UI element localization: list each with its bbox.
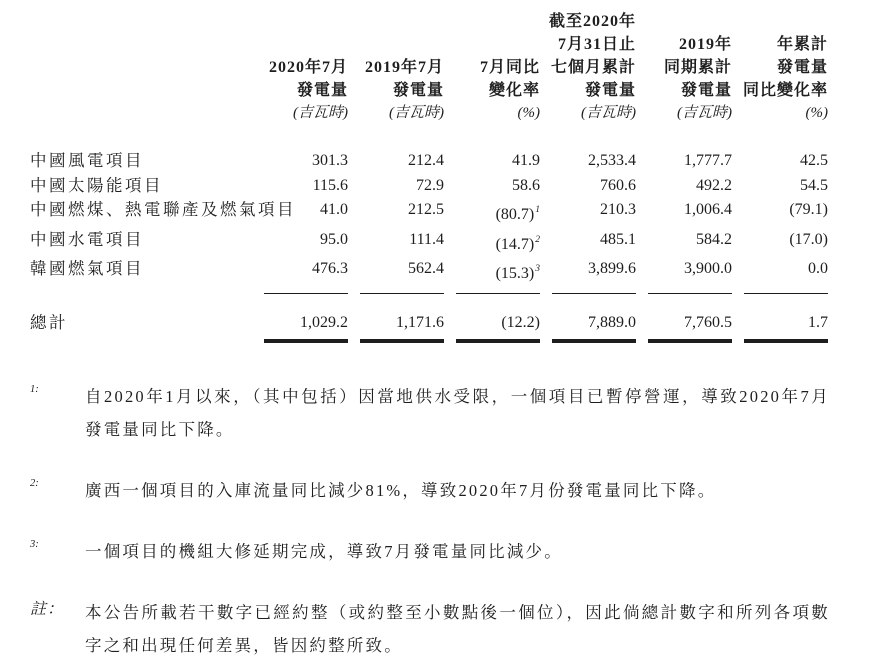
footnote-ref-1: 1 [535,205,540,215]
rule-cell [636,335,732,343]
cell-value: (14.7) [495,235,535,253]
value-cell: (17.0) [789,230,828,248]
footnote-3 [30,535,830,568]
subtotal-rule [552,287,636,294]
value-cell: 58.6 [512,176,540,194]
total-value: 1,029.2 [300,313,348,331]
value-cell: 485.1 [600,230,636,248]
footnote-text: 廣西一個項目的入庫流量同比減少81%，導致2020年7月份發電量同比下降。 [85,481,717,500]
header-unit: (吉瓦時) [389,105,444,121]
total-label: 總計 [30,312,68,332]
col-header-jul-2019 [348,10,444,125]
rule-cell [540,335,636,343]
total-double-rule [456,339,540,343]
footnotes-section [30,380,830,657]
value-cell: 2,533.4 [588,152,636,169]
rule-cell [444,287,540,297]
total-double-rule [264,339,348,343]
value-cell: 492.2 [696,176,732,194]
footnote-2 [30,474,830,507]
value-cell: 41.0 [320,201,348,218]
header-line: 截至2020年 [548,13,636,30]
footnote-text: 自2020年1月以來，（其中包括）因當地供水受限，一個項目已暫停營運，導致2020年7月發電量同比下降。 [85,387,830,439]
header-line: 2019年7月 [364,59,444,76]
header-line: 年累計 [776,36,828,53]
subtotal-rule [360,287,444,294]
total-row [30,311,828,336]
col-header-jul-2020 [252,10,348,125]
header-line: 7月同比 [479,59,540,76]
cell-value: (15.3) [495,265,535,282]
value-cell: 301.3 [312,152,348,169]
header-line: 7月31日止 [557,36,636,53]
value-cell: 3,900.0 [684,260,732,277]
footnote-marker: 1: [30,384,39,395]
header-line: 2019年 [678,36,732,53]
value-cell [444,257,540,287]
value-cell: 95.0 [320,230,348,248]
rule-cell [252,287,348,297]
rule-cell [540,287,636,297]
header-line: 變化率 [488,82,540,99]
data-row-wind [30,149,828,174]
value-cell: 54.5 [800,176,828,194]
rule-cell [348,335,444,343]
table-body [30,149,828,343]
value-cell: 476.3 [312,260,348,277]
cell-value: (80.7) [495,206,535,223]
header-line: 發電量 [584,82,636,99]
header-line: 發電量 [776,59,828,76]
total-double-rule [744,339,828,343]
footnote-marker: 2: [30,478,39,489]
col-header-jul-yoy [444,10,540,125]
total-value: 1.7 [808,313,828,331]
row-label: 中國風電項目 [30,151,144,170]
footnote-ref-3: 3 [535,264,540,274]
row-label: 中國太陽能項目 [30,175,163,195]
rule-cell [444,335,540,343]
header-line: 2020年7月 [268,59,348,76]
value-cell: 115.6 [312,176,348,194]
note-text: 本公告所載若干數字已經約整（或約整至小數點後一個位），因此倘總計數字和所列各項數字之和出現任何差異，皆因約整所致。 [85,603,830,655]
header-unit: (吉瓦時) [677,105,732,121]
footnote-1 [30,380,830,446]
rule-cell [732,335,828,343]
header-unit: (%) [517,105,540,121]
value-cell: 72.9 [416,176,444,194]
subtotal-rule [744,287,828,294]
rule-cell [636,287,732,297]
total-double-rule [360,339,444,343]
value-cell: 111.4 [409,230,444,248]
value-cell [444,198,540,228]
rounding-note [30,596,830,657]
col-header-7m-2020 [540,10,636,125]
data-row-solar [30,174,828,199]
header-line: 發電量 [680,82,732,99]
value-cell: 42.5 [800,152,828,169]
footnote-text: 一個項目的機組大修延期完成，導致7月發電量同比減少。 [85,542,563,561]
total-rule-row [30,335,828,343]
row-label: 中國燃煤、熱電聯產及燃氣項目 [30,200,296,219]
row-label: 韓國燃氣項目 [30,259,144,278]
generation-table [30,10,828,343]
data-row-coal-chp-gas [30,198,828,228]
header-unit: (吉瓦時) [581,105,636,121]
value-cell [444,228,540,258]
rule-cell [348,287,444,297]
col-header-7m-2019 [636,10,732,125]
subtotal-rule [456,287,540,294]
footnote-marker: 3: [30,539,39,550]
value-cell: 3,899.6 [588,260,636,277]
value-cell: 41.9 [512,152,540,169]
value-cell: 760.6 [600,176,636,194]
value-cell: 562.4 [408,260,444,277]
total-value: 1,171.6 [396,313,444,331]
row-label: 中國水電項目 [30,229,144,249]
header-line: 同比變化率 [742,82,828,99]
total-value: 7,889.0 [588,313,636,331]
subtotal-rule-row [30,287,828,297]
footnote-ref-2: 2 [535,234,540,245]
value-cell: 210.3 [600,201,636,218]
header-line: 發電量 [296,82,348,99]
value-cell: 1,777.7 [684,152,732,169]
value-cell: 212.4 [408,152,444,169]
rule-cell [252,335,348,343]
col-header-label [30,10,252,125]
header-unit: (%) [805,105,828,121]
header-unit: (吉瓦時) [293,105,348,121]
value-cell: 212.5 [408,201,444,218]
total-value: 7,760.5 [684,313,732,331]
header-line: 發電量 [392,82,444,99]
total-double-rule [648,339,732,343]
rule-cell [732,287,828,297]
note-marker: 註： [30,601,65,618]
value-cell: 584.2 [696,230,732,248]
total-double-rule [552,339,636,343]
data-row-hydro [30,228,828,258]
rule-spacer [30,335,252,343]
total-value: (12.2) [501,313,540,331]
value-cell: (79.1) [789,201,828,218]
value-cell: 0.0 [808,260,828,277]
header-line: 同期累計 [663,59,732,76]
header-line: 七個月累計 [550,59,636,76]
table-header [30,10,828,125]
subtotal-rule [648,287,732,294]
rule-spacer [30,287,252,297]
value-cell: 1,006.4 [684,201,732,218]
col-header-ytd-yoy [732,10,828,125]
subtotal-rule [264,287,348,294]
data-row-korea-gas [30,257,828,287]
